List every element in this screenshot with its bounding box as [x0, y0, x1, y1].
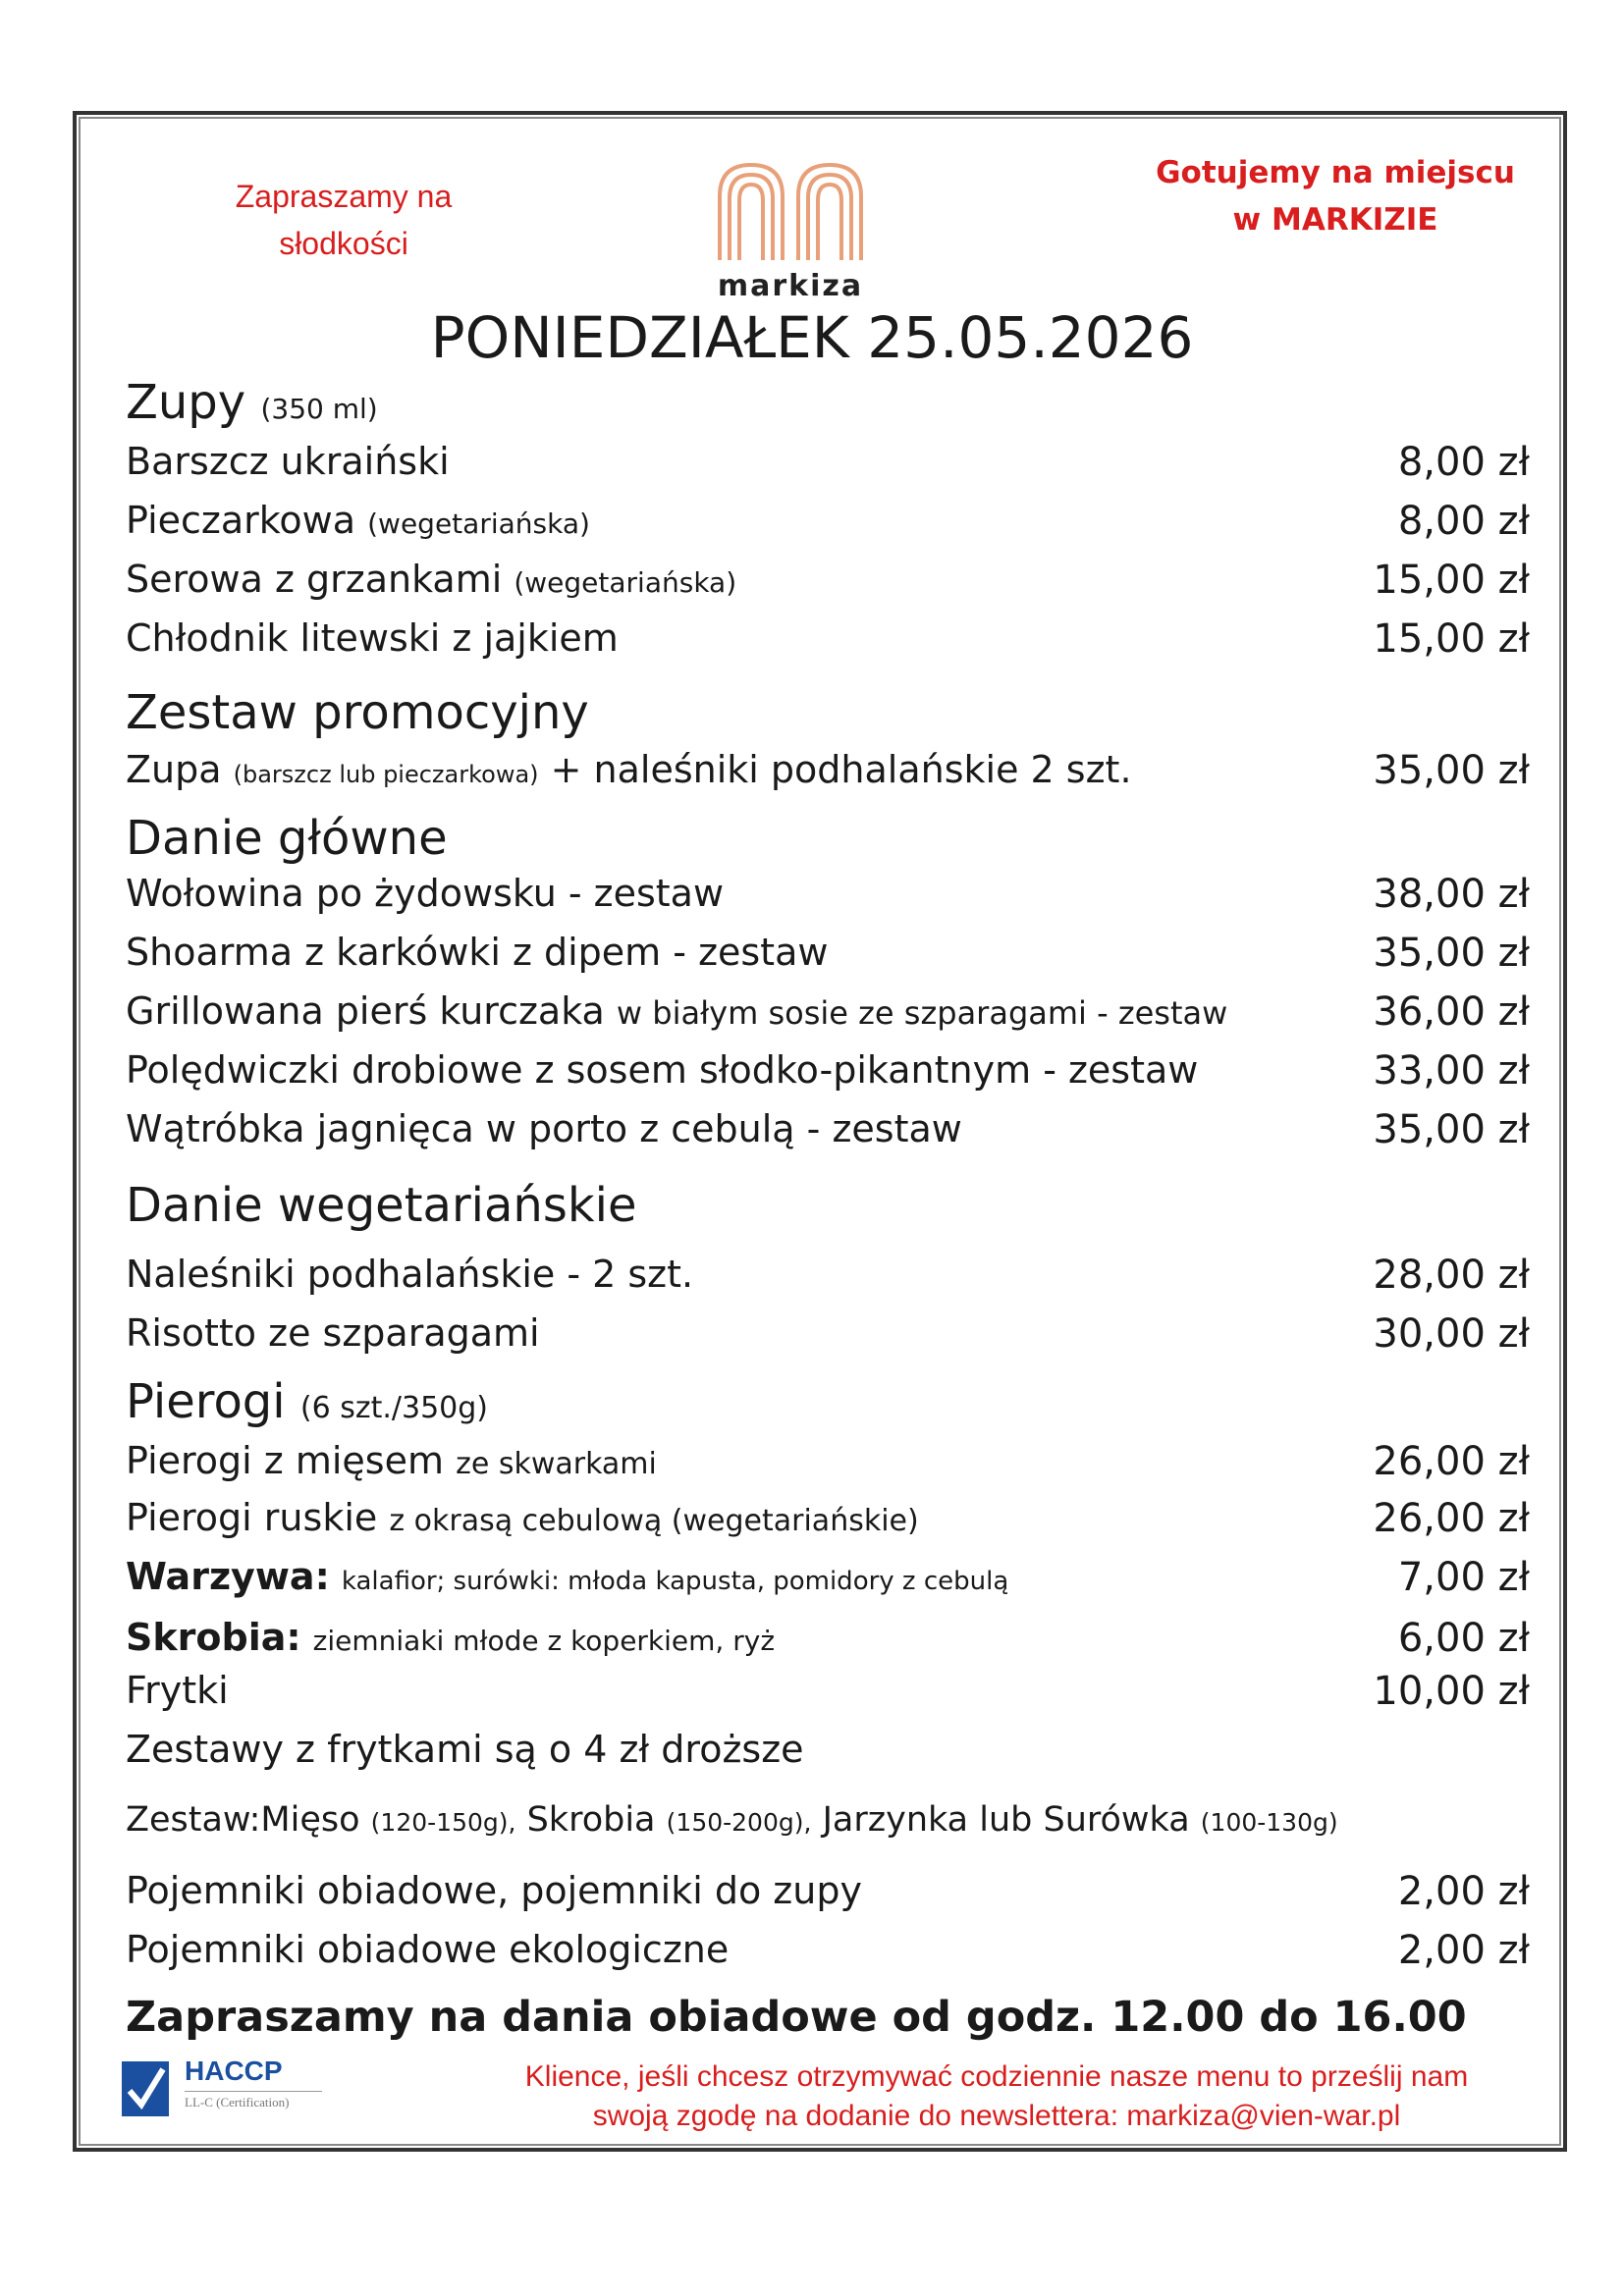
- item-price: 26,00 zł: [1373, 1439, 1530, 1484]
- pierogi-heading: [126, 1374, 488, 1429]
- item-price: 7,00 zł: [1397, 1555, 1530, 1600]
- mains-heading: Danie główne: [126, 811, 448, 866]
- item-price: 33,00 zł: [1373, 1048, 1530, 1094]
- list-item: Shoarma z karkówki z dipem - zestaw: [126, 931, 829, 974]
- haccp-sub: LL-C (Certification): [185, 2095, 290, 2109]
- list-item: Pierogi z mięsem ze skwarkami: [126, 1439, 657, 1482]
- list-item: Grillowana pierś kurczaka w białym sosie ze szparagami - zestaw: [126, 989, 1228, 1033]
- promo-heading: Zestaw promocyjny: [126, 685, 589, 740]
- item-price: 36,00 zł: [1373, 989, 1530, 1035]
- date-title: PONIEDZIAŁEK 25.05.2026: [430, 304, 1194, 371]
- list-item: Chłodnik litewski z jajkiem: [126, 616, 619, 660]
- item-price: 30,00 zł: [1373, 1311, 1530, 1357]
- list-item: Pieczarkowa (wegetariańska): [126, 499, 590, 542]
- vegetables-row: Warzywa: kalafior; surówki: młoda kapusta, pomidory z cebulą: [126, 1555, 1009, 1598]
- list-item: Pojemniki obiadowe, pojemniki do zupy: [126, 1869, 862, 1912]
- item-price: 15,00 zł: [1373, 616, 1530, 662]
- markiza-logo-mark-icon: [712, 157, 869, 265]
- item-price: 6,00 zł: [1397, 1616, 1530, 1661]
- item-price: 15,00 zł: [1373, 558, 1530, 603]
- sweets-note-line1: Zapraszamy na: [235, 179, 453, 214]
- sweets-note: [196, 173, 491, 267]
- list-item: Naleśniki podhalańskie - 2 szt.: [126, 1253, 694, 1296]
- list-item: Pojemniki obiadowe ekologiczne: [126, 1928, 730, 1971]
- newsletter-note: [393, 2057, 1600, 2136]
- sweets-note-line2: słodkości: [279, 226, 408, 261]
- newsletter-line1: Klience, jeśli chcesz otrzymywać codziennie nasze menu to prześlij nam: [524, 2060, 1469, 2093]
- item-price: 35,00 zł: [1373, 1107, 1530, 1152]
- haccp-badge: [122, 2056, 328, 2116]
- haccp-label: HACCP: [185, 2056, 283, 2086]
- cooking-note-line2: w MARKIZIE: [1232, 202, 1438, 238]
- list-item: Polędwiczki drobiowe z sosem słodko-pikantnym - zestaw: [126, 1048, 1199, 1092]
- cooking-note-line1: Gotujemy na miejscu: [1156, 155, 1515, 190]
- item-price: 35,00 zł: [1373, 748, 1530, 793]
- list-item: Zupa (barszcz lub pieczarkowa) + naleśniki podhalańskie 2 szt.: [126, 748, 1132, 791]
- pierogi-title: Pierogi: [126, 1374, 286, 1429]
- lunch-hours-invite: Zapraszamy na dania obiadowe od godz. 12.00 do 16.00: [126, 1993, 1467, 2042]
- item-price: 8,00 zł: [1397, 440, 1530, 485]
- list-item: Wołowina po żydowsku - zestaw: [126, 872, 725, 915]
- markiza-logo: [712, 157, 869, 304]
- item-price: 8,00 zł: [1397, 499, 1530, 544]
- list-item: Barszcz ukraiński: [126, 440, 450, 483]
- list-item: Serowa z grzankami (wegetariańska): [126, 558, 737, 601]
- soups-title: Zupy: [126, 375, 246, 430]
- vegetarian-heading: Danie wegetariańskie: [126, 1178, 637, 1233]
- fries-note: Zestawy z frytkami są o 4 zł droższe: [126, 1728, 804, 1771]
- logo-text: markiza: [717, 269, 864, 303]
- fries-row: Frytki: [126, 1669, 229, 1712]
- list-item: Wątróbka jagnięca w porto z cebulą - zestaw: [126, 1107, 962, 1150]
- pierogi-note: (6 szt./350g): [299, 1391, 488, 1425]
- set-composition: Zestaw:Mięso (120-150g), Skrobia (150-200g), Jarzynka lub Surówka (100-130g): [126, 1800, 1338, 1840]
- item-price: 35,00 zł: [1373, 931, 1530, 976]
- newsletter-line2: swoją zgodę na dodanie do newslettera: markiza@vien-war.pl: [592, 2100, 1401, 2132]
- item-price: 2,00 zł: [1397, 1928, 1530, 1973]
- list-item: Risotto ze szparagami: [126, 1311, 540, 1355]
- item-price: 28,00 zł: [1373, 1253, 1530, 1298]
- haccp-divider: [185, 2091, 322, 2092]
- item-price: 2,00 zł: [1397, 1869, 1530, 1914]
- cooking-note: [1139, 149, 1532, 243]
- item-price: 10,00 zł: [1373, 1669, 1530, 1714]
- item-price: 26,00 zł: [1373, 1496, 1530, 1541]
- soups-heading: [126, 375, 378, 430]
- starch-row: Skrobia: ziemniaki młode z koperkiem, ryż: [126, 1616, 776, 1659]
- haccp-check-icon: [122, 2061, 169, 2116]
- soups-note: (350 ml): [260, 393, 378, 425]
- list-item: Pierogi ruskie z okrasą cebulową (wegetariańskie): [126, 1496, 919, 1539]
- item-price: 38,00 zł: [1373, 872, 1530, 917]
